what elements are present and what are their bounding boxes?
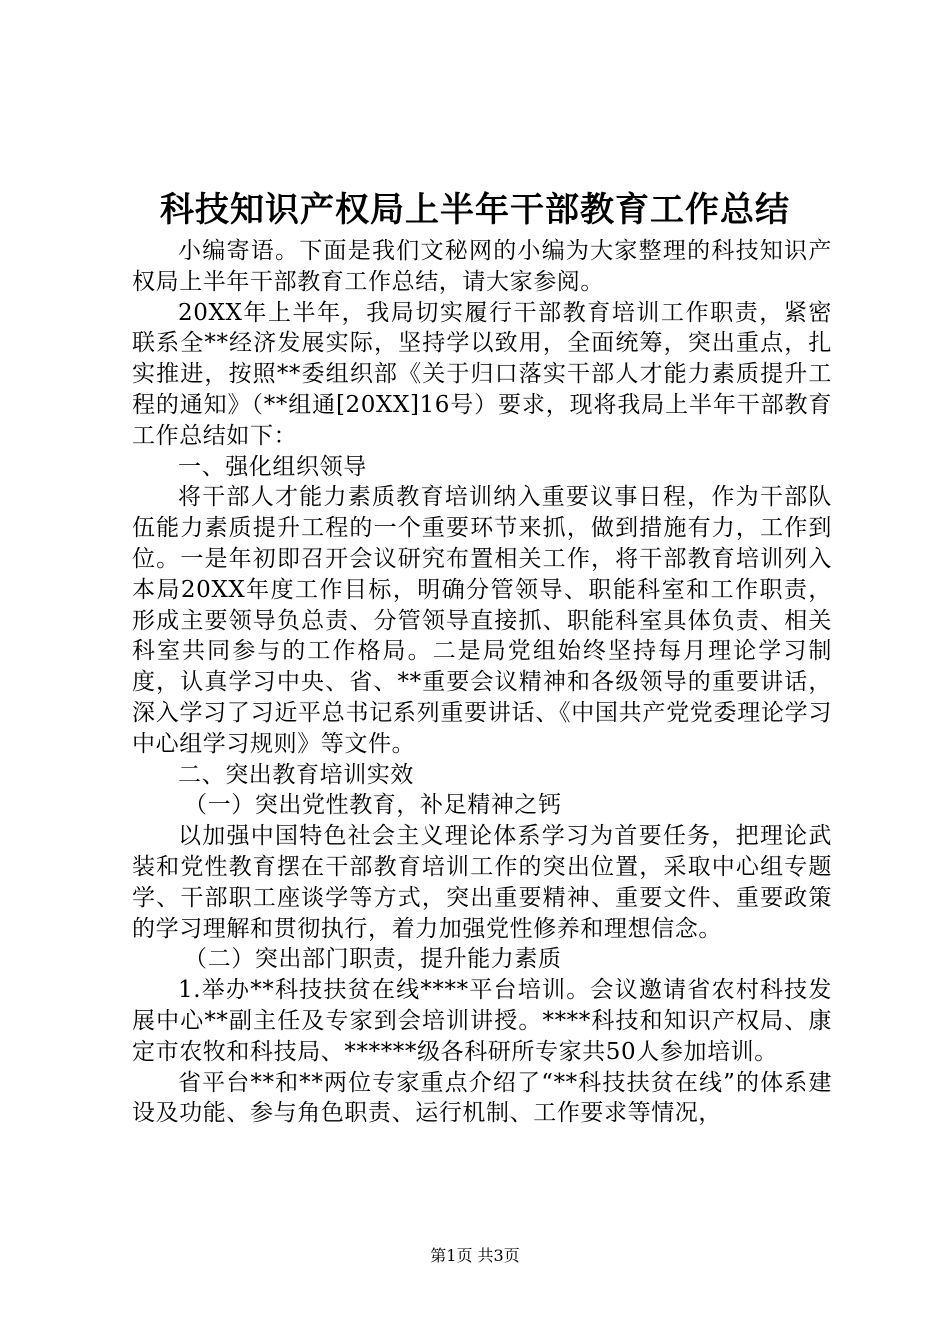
page-footer: 第1页 共3页 [430,1246,520,1265]
subsection-1-paragraph: 以加强中国特色社会主义理论体系学习为首要任务，把理论武装和党性教育摆在干部教育培训工作的突出位置，采取中心组专题学、干部职工座谈学等方式，突出重要精神、重要文件、重要政策的学习理解和贯彻执行，着力加强党性修养和理想信念。 [132,823,832,942]
item-1-continuation-paragraph: 省平台**和**两位专家重点介绍了“**科技扶贫在线”的体系建设及功能、参与角色职责、运行机制、工作要求等情况， [132,1069,832,1127]
section-heading-2: 二、突出教育培训实效 [178,761,414,788]
intro-paragraph: 小编寄语。下面是我们文秘网的小编为大家整理的科技知识产权局上半年干部教育工作总结，请大家参阅。 [132,238,832,295]
item-1-paragraph: 1.举办**科技扶贫在线****平台培训。会议邀请省农村科技发展中心**副主任及专家到会培训讲授。****科技和知识产权局、康定市农牧和科技局、******级各科研所专家共50人参加培训。 [132,977,832,1065]
overview-paragraph: 20XX年上半年，我局切实履行干部教育培训工作职责，紧密联系全**经济发展实际，坚持学以致用，全面统筹，突出重点，扎实推进，按照**委组织部《关于归口落实干部人才能力素质提升工程的通知》（**组通[20XX]16号）要求，现将我局上半年干部教育工作总结如下： [132,299,832,449]
document-title: 科技知识产权局上半年干部教育工作总结 [160,190,790,230]
document-body [132,236,832,1129]
subsection-heading-1: （一）突出党性教育，补足精神之钙 [184,792,562,819]
section-1-paragraph: 将干部人才能力素质教育培训纳入重要议事日程，作为干部队伍能力素质提升工程的一个重要环节来抓，做到措施有力，工作到位。一是年初即召开会议研究布置相关工作，将干部教育培训列入本局20XX年度工作目标，明确分管领导、职能科室和工作职责，形成主要领导负总责、分管领导直接抓、职能科室具体负责、相关科室共同参与的工作格局。二是局党组始终坚持每月理论学习制度，认真学习中央、省、**重要会议精神和各级领导的重要讲话，深入学习了习近平总书记系列重要讲话、《中国共产党党委理论学习中心组学习规则》等文件。 [132,484,832,757]
section-heading-1: 一、强化组织领导 [178,453,367,480]
subsection-heading-2: （二）突出部门职责，提升能力素质 [184,946,562,973]
